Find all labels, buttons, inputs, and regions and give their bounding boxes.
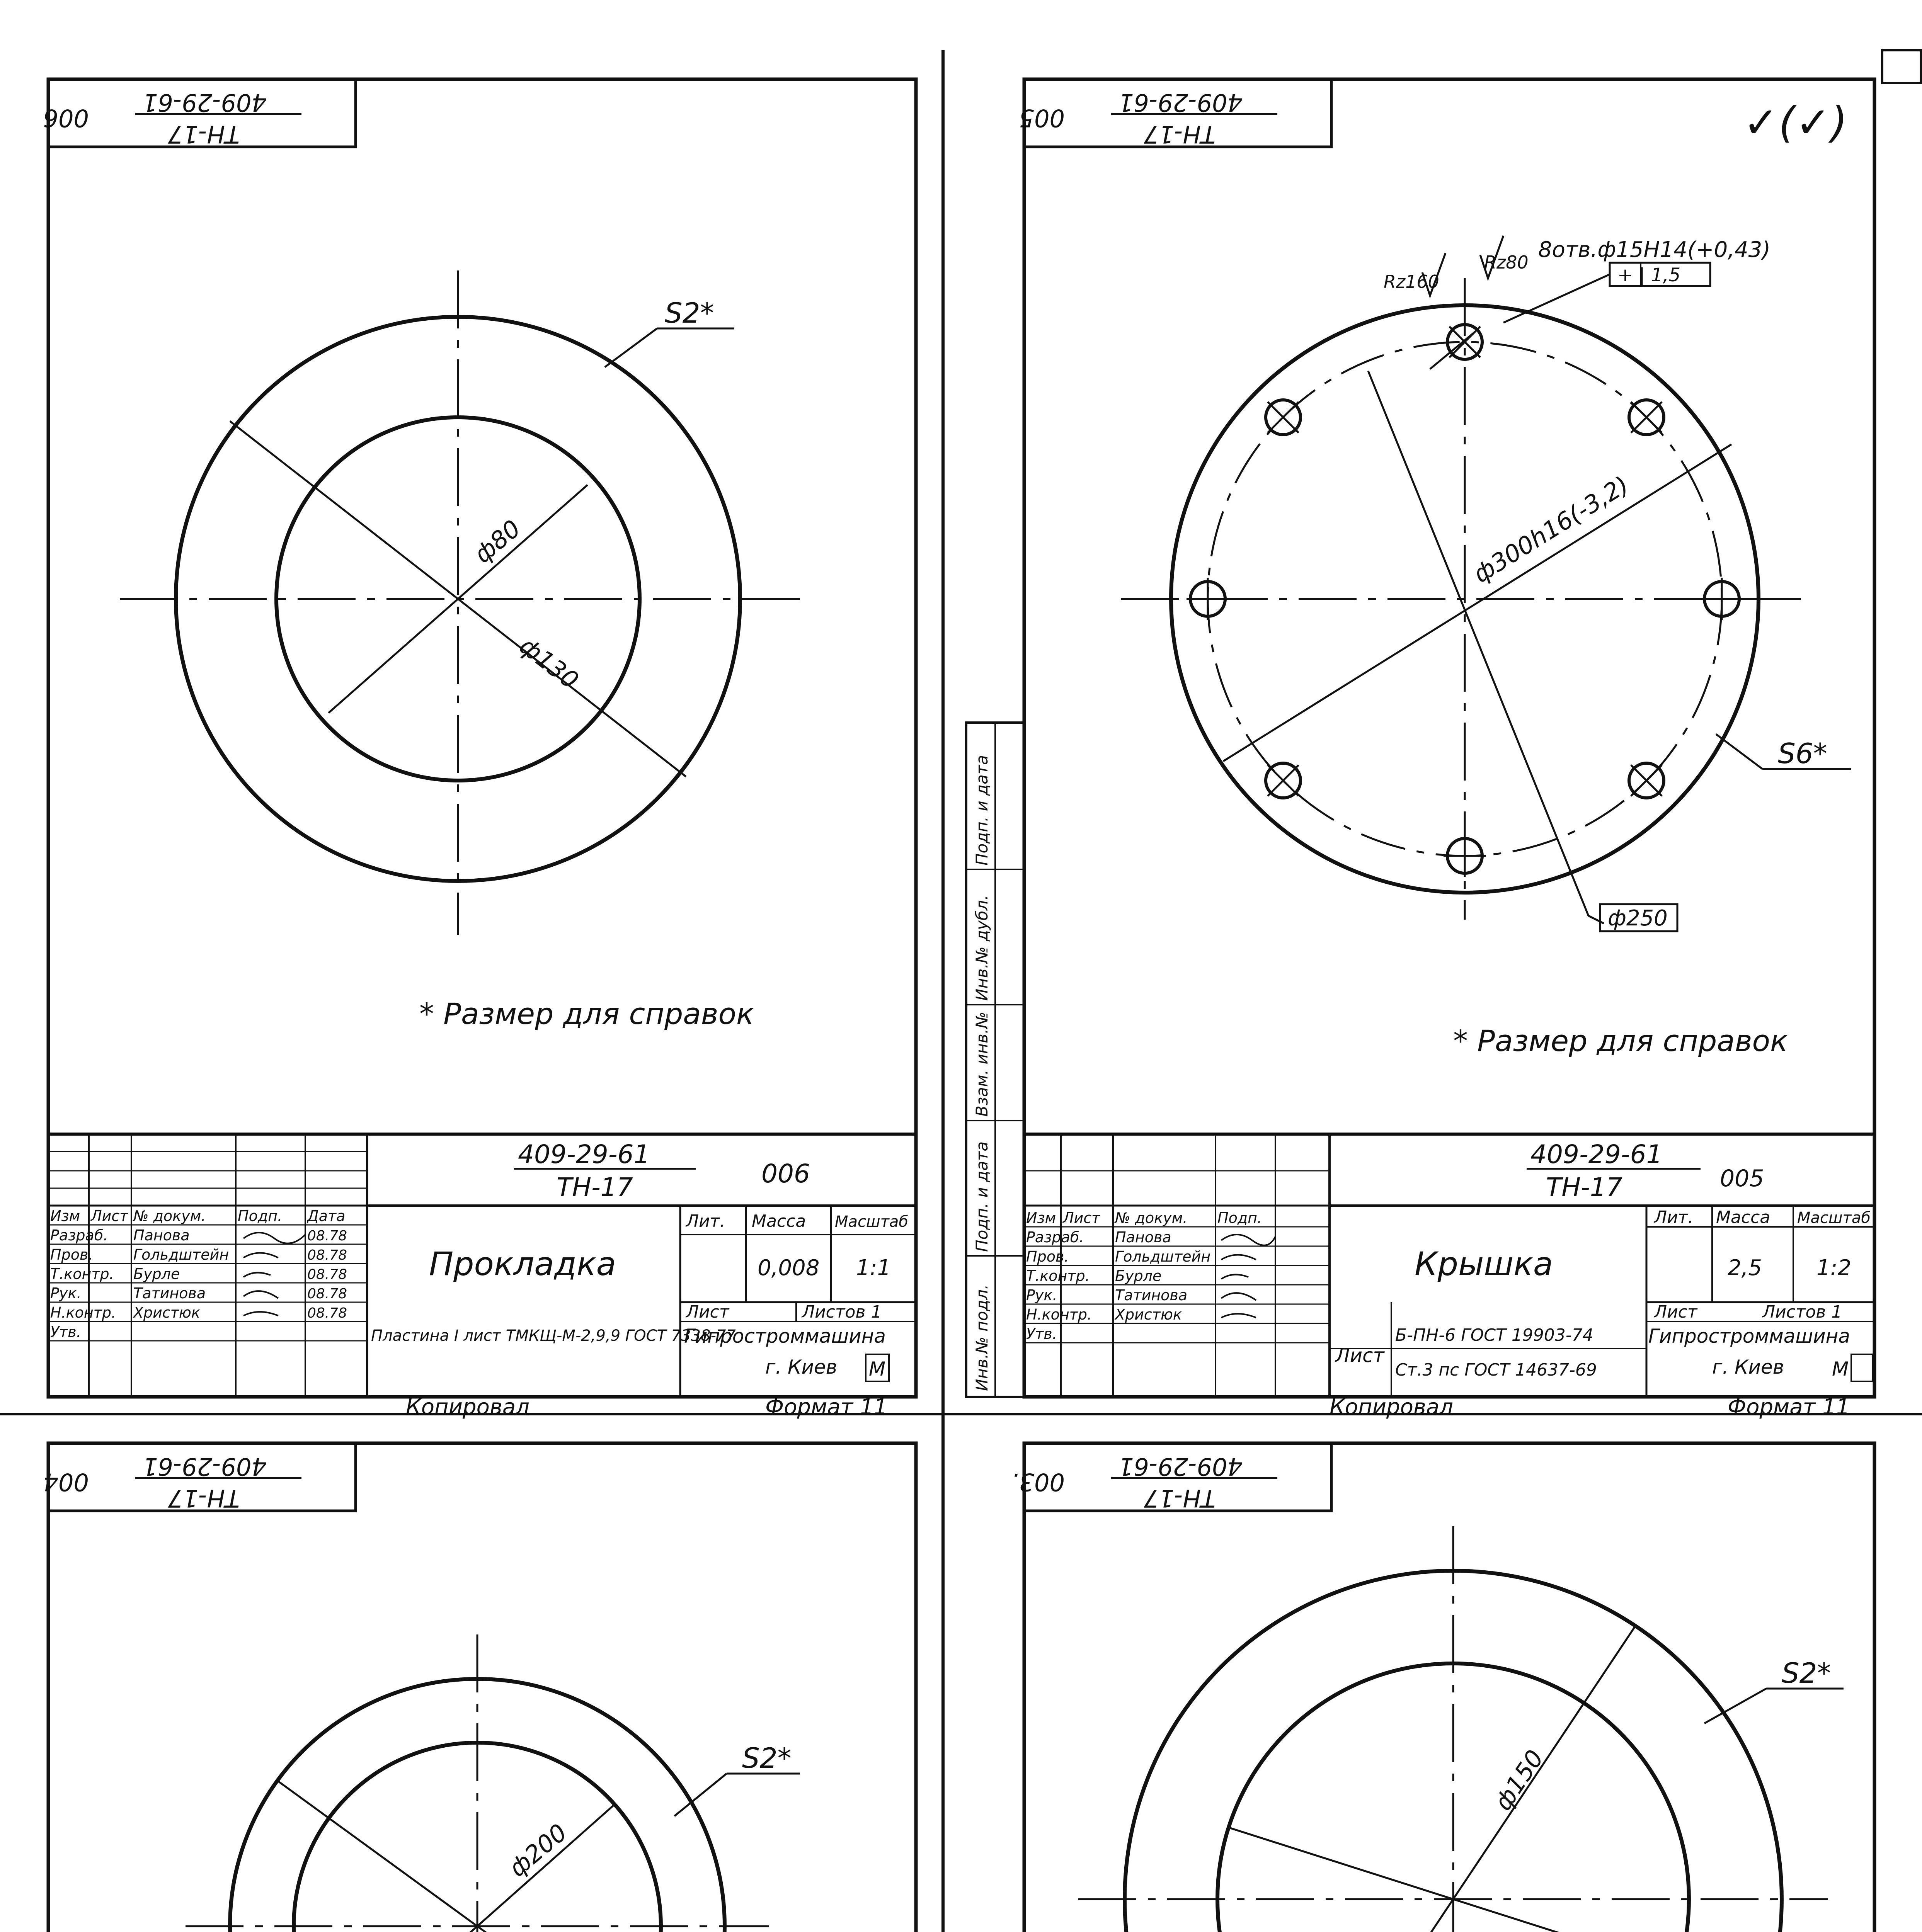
sheet-005-copied-by: Копировал — [1330, 1395, 1453, 1420]
sheet-005-holes-spec: 8отв.ф15Н14(+0,43) — [1538, 237, 1771, 262]
svg-text:М: М — [1832, 1358, 1849, 1380]
svg-text:Изм: Изм — [1026, 1209, 1056, 1226]
checkmark-symbol: ✓(✓) — [1743, 98, 1848, 147]
sheet-005-stamp-code: 409-29-61 — [1530, 1139, 1663, 1169]
sheet-006-format: Формат 11 — [765, 1395, 888, 1420]
sheet-006-stamp-sheet: 006 — [761, 1159, 810, 1189]
svg-text:ТН-17: ТН-17 — [1144, 120, 1216, 148]
sheet-006-code-name: ТН-17 — [168, 120, 240, 148]
sheet-004-outer-circle — [230, 1679, 725, 1932]
sheet-005-dim-line-inner — [1368, 371, 1588, 916]
sheet-006-city: г. Киев — [765, 1356, 838, 1378]
svg-text:Подп.: Подп. — [238, 1208, 283, 1225]
svg-text:№ докум.: № докум. — [1115, 1209, 1188, 1226]
sheet-005-dim-pcd: ф300h16(-3,2) — [1468, 470, 1634, 588]
svg-text:ТН-17: ТН-17 — [1144, 1484, 1216, 1512]
sheet-005-title: Крышка — [1415, 1245, 1553, 1283]
sheet-005-note: * Размер для справок — [1453, 1024, 1788, 1058]
svg-text:Христюк: Христюк — [1115, 1306, 1182, 1323]
sheet-005-material-a: Лист — [1335, 1344, 1384, 1367]
svg-text:409-29-61: 409-29-61 — [1118, 88, 1243, 117]
svg-text:Гольдштейн: Гольдштейн — [133, 1246, 229, 1263]
sheet-006-stamp-code: 409-29-61 — [518, 1139, 650, 1169]
svg-text:Листов 1: Листов 1 — [1762, 1302, 1842, 1322]
sheet-006-scale: 1:1 — [856, 1255, 891, 1281]
sheet-006-copied-by: Копировал — [406, 1395, 529, 1420]
svg-text:Лист: Лист — [686, 1302, 729, 1322]
svg-text:08.78: 08.78 — [307, 1228, 347, 1244]
sheet-006-stamp-name: ТН-17 — [557, 1172, 633, 1202]
sheet-006-dim-inner: ф80 — [468, 514, 526, 569]
svg-text:005: 005 — [1019, 104, 1065, 132]
sheet-006-mass: 0,008 — [758, 1255, 820, 1281]
svg-text:ТН-17: ТН-17 — [168, 1484, 240, 1512]
svg-text:Лит.: Лит. — [1654, 1208, 1694, 1227]
sheet-005-format: Формат 11 — [1728, 1395, 1850, 1420]
svg-text:08.78: 08.78 — [307, 1247, 347, 1263]
svg-text:Утв.: Утв. — [50, 1323, 81, 1340]
svg-text:№ докум.: № докум. — [133, 1208, 206, 1225]
sheet-005-title-block — [1024, 1134, 1874, 1397]
sheet-005-dim-inner: ф250 — [1608, 906, 1668, 931]
svg-text:Подп. и дата: Подп. и дата — [972, 755, 991, 866]
svg-text:Масса: Масса — [752, 1211, 806, 1231]
svg-text:Гольдштейн: Гольдштейн — [1115, 1248, 1211, 1265]
sheet-005-scale: 1:2 — [1816, 1255, 1852, 1281]
svg-text:Лист: Лист — [1654, 1302, 1697, 1322]
svg-text:Панова: Панова — [133, 1227, 190, 1244]
svg-text:08.78: 08.78 — [307, 1267, 347, 1282]
sheet-006-title-block — [48, 1134, 916, 1397]
svg-text:Бурле: Бурле — [133, 1265, 180, 1282]
sheet-003-frame — [1024, 1443, 1874, 1932]
svg-text:Т.контр.: Т.контр. — [1026, 1267, 1090, 1284]
svg-text:Панова: Панова — [1115, 1229, 1171, 1246]
sheet-006-title: Прокладка — [429, 1245, 616, 1283]
svg-text:Рук.: Рук. — [1026, 1287, 1057, 1304]
sheet-006-material: Пластина I лист ТМКЩ-М-2,9,9 ГОСТ 7338-77 — [371, 1327, 736, 1345]
svg-text:Утв.: Утв. — [1026, 1325, 1057, 1342]
sheet-006-dim-outer: ф130 — [514, 631, 584, 695]
sheet-006-org: Гипростроммашина — [684, 1325, 886, 1347]
sheet-003 — [1011, 1443, 1881, 1932]
svg-text:Разраб.: Разраб. — [1026, 1229, 1084, 1246]
svg-text:Татинова: Татинова — [133, 1285, 206, 1302]
sheet-006-note: * Размер для справок — [419, 997, 754, 1031]
svg-text:Разраб.: Разраб. — [50, 1227, 108, 1244]
svg-text:08.78: 08.78 — [307, 1286, 347, 1302]
svg-text:Лист: Лист — [1063, 1209, 1100, 1226]
svg-text:М: М — [869, 1358, 886, 1380]
sheet-006-code-number: 409-29-61 — [143, 88, 267, 117]
svg-text:Н.контр.: Н.контр. — [50, 1304, 116, 1321]
sheet-005-material-c: Ст.3 пс ГОСТ 14637-69 — [1395, 1360, 1597, 1380]
svg-text:Татинова: Татинова — [1115, 1287, 1188, 1304]
svg-text:Пров.: Пров. — [1026, 1248, 1069, 1265]
sheet-004-dim-inner: ф200 — [503, 1818, 572, 1883]
svg-text:Масса: Масса — [1716, 1208, 1770, 1227]
sheet-003-dim-outer: ф150 — [1488, 1745, 1549, 1816]
sheet-005-frame — [1024, 79, 1874, 1397]
sheet-004-thickness: S2* — [742, 1742, 792, 1774]
svg-text:Пров.: Пров. — [50, 1246, 93, 1263]
svg-text:Христюк: Христюк — [133, 1304, 200, 1321]
svg-text:Лит.: Лит. — [686, 1211, 725, 1231]
sheet-005-org: Гипростроммашина — [1648, 1325, 1850, 1347]
svg-text:Подп. и дата: Подп. и дата — [972, 1141, 991, 1252]
sheet-005-stamp-sheet: 005 — [1720, 1165, 1764, 1192]
svg-text:Рук.: Рук. — [50, 1285, 82, 1302]
svg-text:Н.контр.: Н.контр. — [1026, 1306, 1092, 1323]
sheet-005-position-tol: + | 1,5 — [1617, 264, 1681, 286]
svg-text:Взам. инв.№: Взам. инв.№ — [972, 1012, 991, 1117]
svg-text:Лист: Лист — [91, 1208, 128, 1225]
svg-text:Инв.№ подл.: Инв.№ подл. — [972, 1284, 991, 1391]
svg-text:Масштаб: Масштаб — [1797, 1209, 1871, 1227]
svg-text:Дата: Дата — [307, 1208, 346, 1225]
svg-text:Подп.: Подп. — [1217, 1209, 1262, 1226]
svg-text:Инв.№ дубл.: Инв.№ дубл. — [972, 895, 991, 1001]
sheet-005-thickness: S6* — [1778, 737, 1827, 770]
svg-text:Бурле: Бурле — [1115, 1267, 1162, 1284]
svg-text:Изм: Изм — [50, 1208, 80, 1225]
sheet-006-frame — [48, 79, 916, 1397]
sheet-004-frame — [48, 1443, 916, 1932]
svg-text:003.: 003. — [1011, 1468, 1065, 1496]
sheet-006-code-sheet: 006 — [43, 104, 89, 132]
sheet-005-city: г. Киев — [1712, 1356, 1784, 1378]
svg-text:Листов 1: Листов 1 — [802, 1302, 882, 1322]
svg-text:Т.контр.: Т.контр. — [50, 1265, 114, 1282]
sheet-006 — [43, 79, 916, 1420]
svg-text:08.78: 08.78 — [307, 1305, 347, 1321]
sheet-003-thickness: S2* — [1782, 1657, 1831, 1689]
sheet-005 — [1019, 50, 1921, 1420]
sheet-006-thickness: S2* — [665, 297, 714, 329]
sheet-005-dim-line-pcd — [1223, 444, 1731, 761]
sheet-005-rough-2: Rz80 — [1484, 252, 1529, 273]
sheet-005-material-b: Б-ПН-6 ГОСТ 19903-74 — [1395, 1325, 1593, 1345]
sheet-005-rough-1: Rz160 — [1384, 271, 1439, 292]
svg-text:409-29-61: 409-29-61 — [143, 1452, 267, 1481]
side-strip-top — [966, 723, 1024, 1397]
svg-text:Масштаб: Масштаб — [835, 1213, 909, 1231]
svg-text:004: 004 — [43, 1468, 89, 1496]
sheet-005-stamp-name: ТН-17 — [1546, 1172, 1622, 1202]
sheet-005-mass: 2,5 — [1728, 1255, 1762, 1281]
svg-text:409-29-61: 409-29-61 — [1118, 1452, 1243, 1481]
sheet-004 — [43, 1443, 916, 1932]
